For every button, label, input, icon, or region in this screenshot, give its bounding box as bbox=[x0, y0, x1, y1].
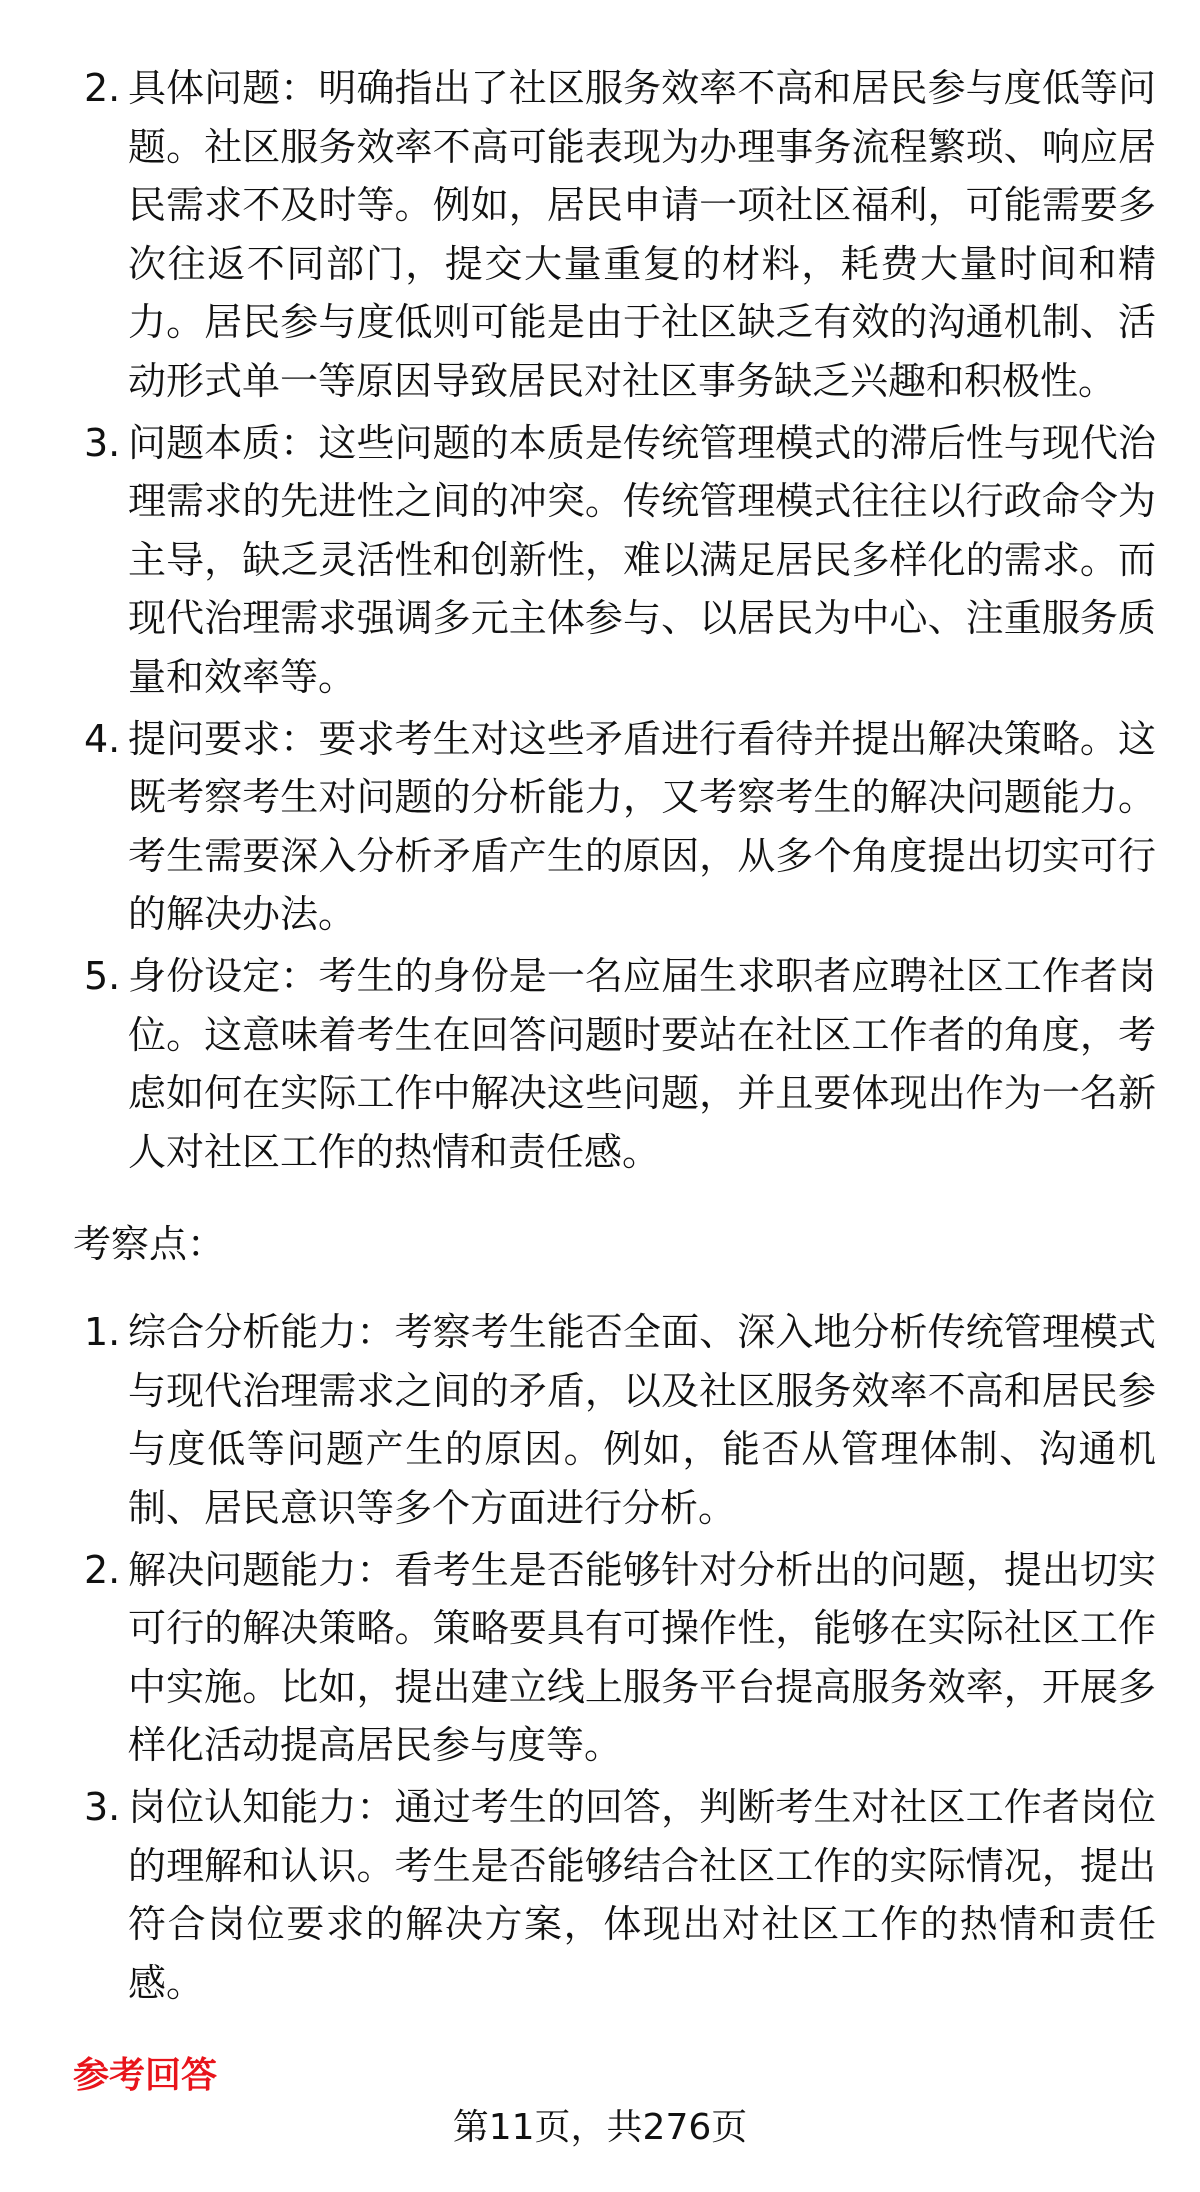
item-number: 5. bbox=[84, 953, 121, 998]
list-item bbox=[0, 1541, 1200, 1775]
answer-heading: 参考回答 bbox=[73, 2055, 218, 2097]
list-item bbox=[0, 1778, 1200, 2012]
item-number: 2. bbox=[84, 66, 121, 110]
item-number: 2. bbox=[84, 1547, 121, 1592]
item-text: 解决问题能力：看考生是否能够针对分析出的问题，提出切实可行的解决策略。策略要具有可操作性，能够在实际社区工作中实施。比如，提出建立线上服务平台提高服务效率，开展多样化活动提高居民参与度等。 bbox=[128, 1547, 1156, 1768]
page-number: 第11页，共276页 bbox=[452, 2107, 748, 2149]
item-text: 具体问题：明确指出了社区服务效率不高和居民参与度低等问题。社区服务效率不高可能表现为办理事务流程繁琐、响应居民需求不及时等。例如，居民申请一项社区福利，可能需要多次往返不同部门，提交大量重复的材料，耗费大量时间和精力。居民参与度低则可能是由于社区缺乏有效的沟通机制、活动形式单一等原因导致居民对社区事务缺乏兴趣和积极性。 bbox=[128, 66, 1156, 403]
item-text: 身份设定：考生的身份是一名应届生求职者应聘社区工作者岗位。这意味着考生在回答问题时要站在社区工作者的角度，考虑如何在实际工作中解决这些问题，并且要体现出作为一名新人对社区工作的热情和责任感。 bbox=[128, 953, 1156, 1174]
item-number: 1. bbox=[84, 1310, 121, 1355]
item-number: 3. bbox=[84, 420, 121, 465]
points-list bbox=[0, 1303, 1200, 2012]
points-heading: 考察点： bbox=[73, 1222, 226, 1267]
item-number: 3. bbox=[84, 1785, 121, 1830]
item-text: 综合分析能力：考察考生能否全面、深入地分析传统管理模式与现代治理需求之间的矛盾，以及社区服务效率不高和居民参与度低等问题产生的原因。例如，能否从管理体制、沟通机制、居民意识等多个方面进行分析。 bbox=[128, 1310, 1156, 1531]
item-text: 问题本质：这些问题的本质是传统管理模式的滞后性与现代治理需求的先进性之间的冲突。传统管理模式往往以行政命令为主导，缺乏灵活性和创新性，难以满足居民多样化的需求。而现代治理需求强调多元主体参与、以居民为中心、注重服务质量和效率等。 bbox=[128, 420, 1156, 699]
list-item bbox=[0, 947, 1200, 1181]
item-text: 岗位认知能力：通过考生的回答，判断考生对社区工作者岗位的理解和认识。考生是否能够结合社区工作的实际情况，提出符合岗位要求的解决方案，体现出对社区工作的热情和责任感。 bbox=[128, 1785, 1156, 2005]
list-item bbox=[0, 414, 1200, 707]
list-item bbox=[0, 59, 1200, 411]
item-number: 4. bbox=[84, 716, 121, 761]
list-item bbox=[0, 710, 1200, 944]
list-item bbox=[0, 1303, 1200, 1537]
analysis-list bbox=[0, 59, 1200, 1181]
item-text: 提问要求：要求考生对这些矛盾进行看待并提出解决策略。这既考察考生对问题的分析能力，又考察考生的解决问题能力。考生需要深入分析矛盾产生的原因，从多个角度提出切实可行的解决办法。 bbox=[128, 716, 1156, 937]
